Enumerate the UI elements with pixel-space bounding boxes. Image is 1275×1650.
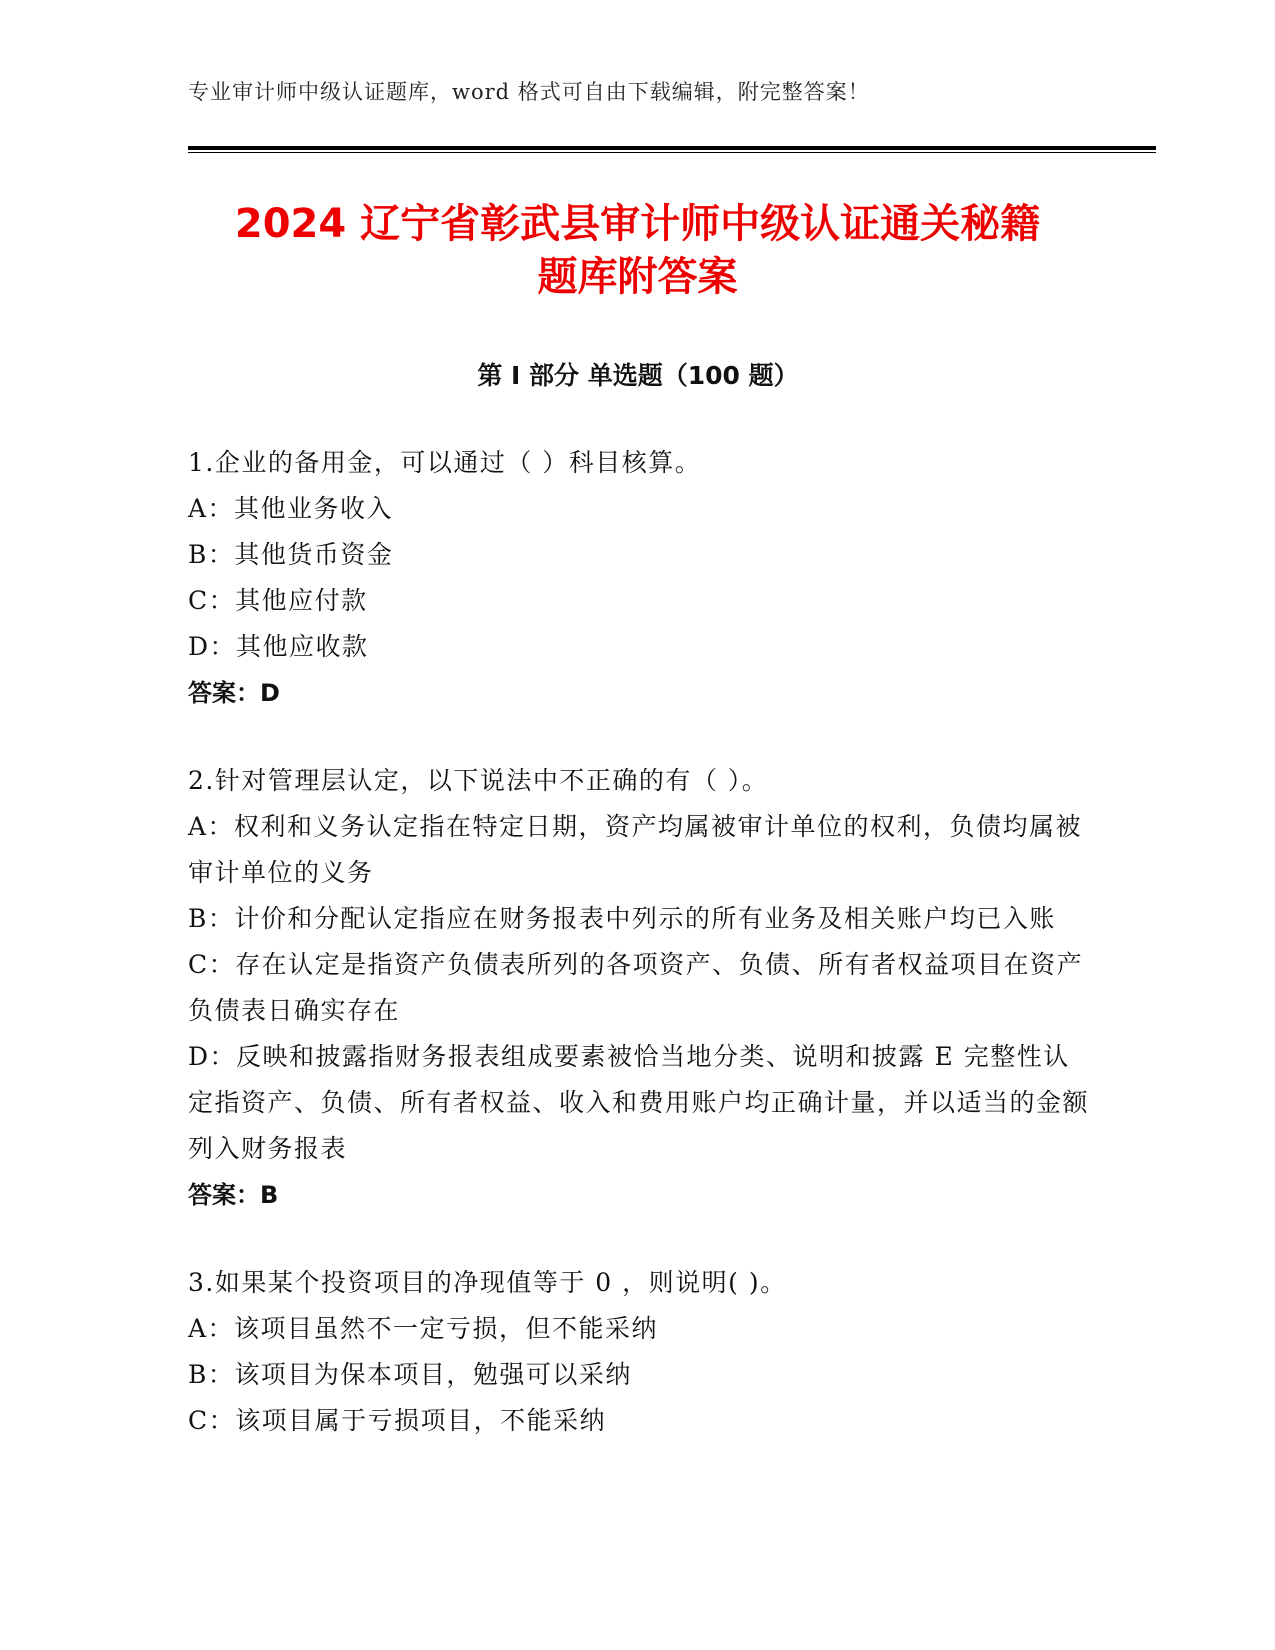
header-note: 专业审计师中级认证题库，word 格式可自由下载编辑，附完整答案！ — [188, 80, 870, 104]
option-a: A：该项目虽然不一定亏损，但不能采纳 — [188, 1314, 659, 1343]
question-stem: 2.针对管理层认定，以下说法中不正确的有（ ）。 — [188, 766, 769, 795]
option-d: D：反映和披露指财务报表组成要素被恰当地分类、说明和披露 E 完整性认定指资产、负债、所有者权益、收入和费用账户均正确计量，并以适当的金额列入财务报表 — [188, 1042, 1090, 1163]
option-c: C：其他应付款 — [188, 586, 368, 615]
question-3 — [188, 1260, 1093, 1444]
question-2 — [188, 758, 1093, 1218]
title-line-2: 题库附答案 — [537, 254, 738, 300]
option-d: D：其他应收款 — [188, 632, 369, 661]
section-heading: 第 I 部分 单选题（100 题） — [477, 361, 799, 390]
answer: 答案：D — [188, 679, 280, 707]
option-c: C：存在认定是指资产负债表所列的各项资产、负债、所有者权益项目在资产负债表日确实存在 — [188, 950, 1084, 1025]
option-b: B：计价和分配认定指应在财务报表中列示的所有业务及相关账户均已入账 — [188, 904, 1056, 933]
title-line-1: 2024 辽宁省彰武县审计师中级认证通关秘籍 — [234, 201, 1041, 247]
question-stem: 1.企业的备用金，可以通过（ ）科目核算。 — [188, 448, 702, 477]
option-a: A：权利和义务认定指在特定日期，资产均属被审计单位的权利，负债均属被审计单位的义务 — [188, 812, 1083, 887]
question-list — [188, 440, 1093, 1486]
option-b: B：其他货币资金 — [188, 540, 394, 569]
header-divider-thin — [188, 152, 1156, 153]
question-stem: 3.如果某个投资项目的净现值等于 0 ，则说明( )。 — [188, 1268, 787, 1297]
option-b: B：该项目为保本项目，勉强可以采纳 — [188, 1360, 632, 1389]
option-a: A：其他业务收入 — [188, 494, 394, 523]
question-1 — [188, 440, 1093, 716]
answer: 答案：B — [188, 1181, 279, 1209]
option-c: C：该项目属于亏损项目，不能采纳 — [188, 1406, 607, 1435]
document-title — [160, 198, 1115, 304]
header-divider-thick — [188, 146, 1156, 150]
